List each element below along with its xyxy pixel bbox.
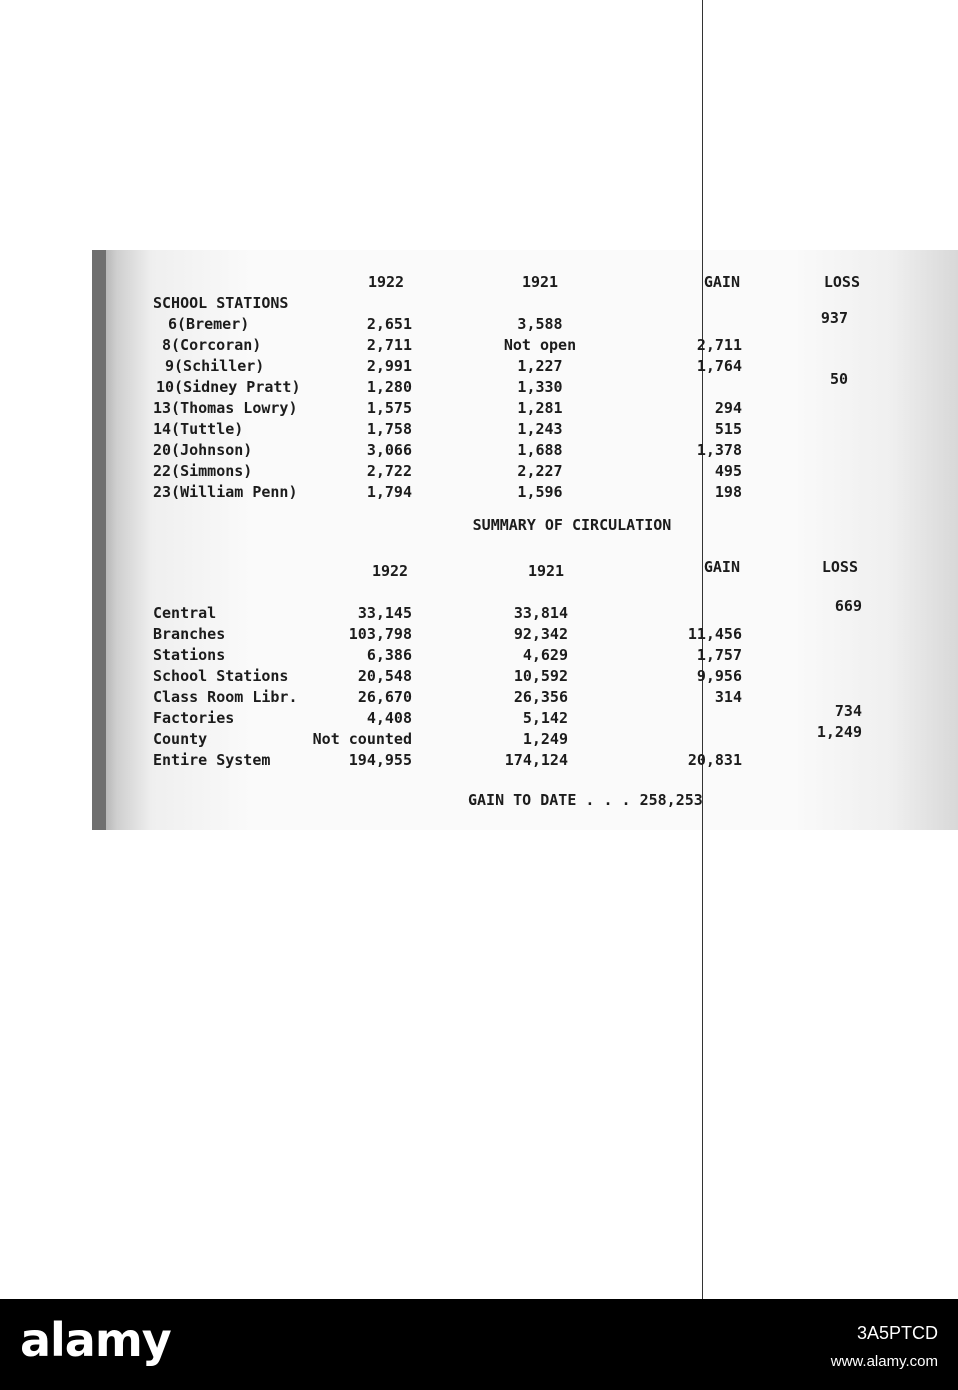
summary-1922: 103,798 [348, 625, 412, 643]
summary-1922: 194,955 [348, 751, 412, 769]
header-gain: GAIN [703, 273, 740, 291]
summary-name: Entire System [153, 751, 271, 769]
header-1922: 1922 [367, 273, 405, 291]
summary-1922: 6,386 [366, 646, 412, 664]
summary-gain: 9,956 [696, 667, 742, 685]
station-name: 22(Simmons) [153, 462, 253, 480]
summary-gain: 20,831 [687, 751, 742, 769]
summary-name: County [153, 730, 208, 748]
site-url: www.alamy.com [830, 1353, 938, 1370]
station-name: 23(William Penn) [153, 483, 298, 501]
summary-1922: 4,408 [366, 709, 412, 727]
summary-header-gain: GAIN [703, 558, 740, 576]
station-name: 20(Johnson) [153, 441, 253, 459]
summary-name: Central [153, 604, 217, 622]
summary-1921: 4,629 [522, 646, 568, 664]
summary-1921: 26,356 [513, 688, 568, 706]
station-1921: 3,588 [517, 315, 563, 333]
scan-shadow-edge [92, 250, 106, 830]
summary-1922: 26,670 [357, 688, 412, 706]
summary-gain: 314 [714, 688, 742, 706]
station-1922: 1,575 [366, 399, 412, 417]
station-1922: 3,066 [366, 441, 412, 459]
station-name: 9(Schiller) [165, 357, 265, 375]
station-name: 8(Corcoran) [162, 336, 262, 354]
summary-loss: 734 [834, 702, 862, 720]
summary-gain: 1,757 [696, 646, 742, 664]
station-name: 13(Thomas Lowry) [153, 399, 298, 417]
station-1922: 2,711 [366, 336, 412, 354]
summary-1922: 20,548 [357, 667, 412, 685]
station-1922: 2,991 [366, 357, 412, 375]
station-loss: 937 [820, 309, 848, 327]
station-1922: 1,280 [366, 378, 412, 396]
header-loss: LOSS [823, 273, 860, 291]
summary-1922: Not counted [312, 730, 412, 748]
station-loss: 50 [829, 370, 848, 388]
station-1921: 1,227 [517, 357, 563, 375]
station-1921: 2,227 [517, 462, 563, 480]
station-gain: 198 [714, 483, 742, 501]
summary-header-1921: 1921 [527, 562, 565, 580]
summary-name: School Stations [153, 667, 289, 685]
image-id: 3A5PTCD [856, 1323, 938, 1343]
station-1921: 1,596 [517, 483, 563, 501]
station-gain: 1,378 [696, 441, 742, 459]
station-name: 10(Sidney Pratt) [156, 378, 301, 396]
station-gain: 294 [714, 399, 742, 417]
summary-header-loss: LOSS [821, 558, 858, 576]
station-1922: 1,758 [366, 420, 412, 438]
summary-1921: 10,592 [513, 667, 568, 685]
summary-loss: 1,249 [816, 723, 862, 741]
station-name: 6(Bremer) [168, 315, 250, 333]
summary-1921: 33,814 [513, 604, 568, 622]
summary-loss: 669 [834, 597, 862, 615]
station-1921: Not open [503, 336, 577, 354]
station-gain: 515 [714, 420, 742, 438]
summary-name: Factories [153, 709, 235, 727]
station-1922: 1,794 [366, 483, 412, 501]
summary-1921: 174,124 [504, 751, 568, 769]
summary-title: SUMMARY OF CIRCULATION [472, 516, 672, 534]
summary-1921: 92,342 [513, 625, 568, 643]
summary-header-1922: 1922 [371, 562, 409, 580]
alamy-logo: alamy [20, 1313, 171, 1367]
station-1921: 1,281 [517, 399, 563, 417]
station-name: 14(Tuttle) [153, 420, 244, 438]
station-gain: 495 [714, 462, 742, 480]
summary-name: Class Room Libr. [153, 688, 298, 706]
summary-gain: 11,456 [687, 625, 742, 643]
summary-1922: 33,145 [357, 604, 412, 622]
summary-name: Stations [153, 646, 226, 664]
station-gain: 2,711 [696, 336, 742, 354]
header-1921: 1921 [521, 273, 559, 291]
station-1922: 2,722 [366, 462, 412, 480]
summary-1921: 5,142 [522, 709, 568, 727]
station-1921: 1,243 [517, 420, 563, 438]
section-label: SCHOOL STATIONS [153, 294, 289, 312]
station-1922: 2,651 [366, 315, 412, 333]
station-1921: 1,688 [517, 441, 563, 459]
summary-1921: 1,249 [522, 730, 568, 748]
summary-name: Branches [153, 625, 226, 643]
station-gain: 1,764 [696, 357, 742, 375]
station-1921: 1,330 [517, 378, 563, 396]
gain-to-date: GAIN TO DATE . . . 258,253 [468, 791, 703, 809]
